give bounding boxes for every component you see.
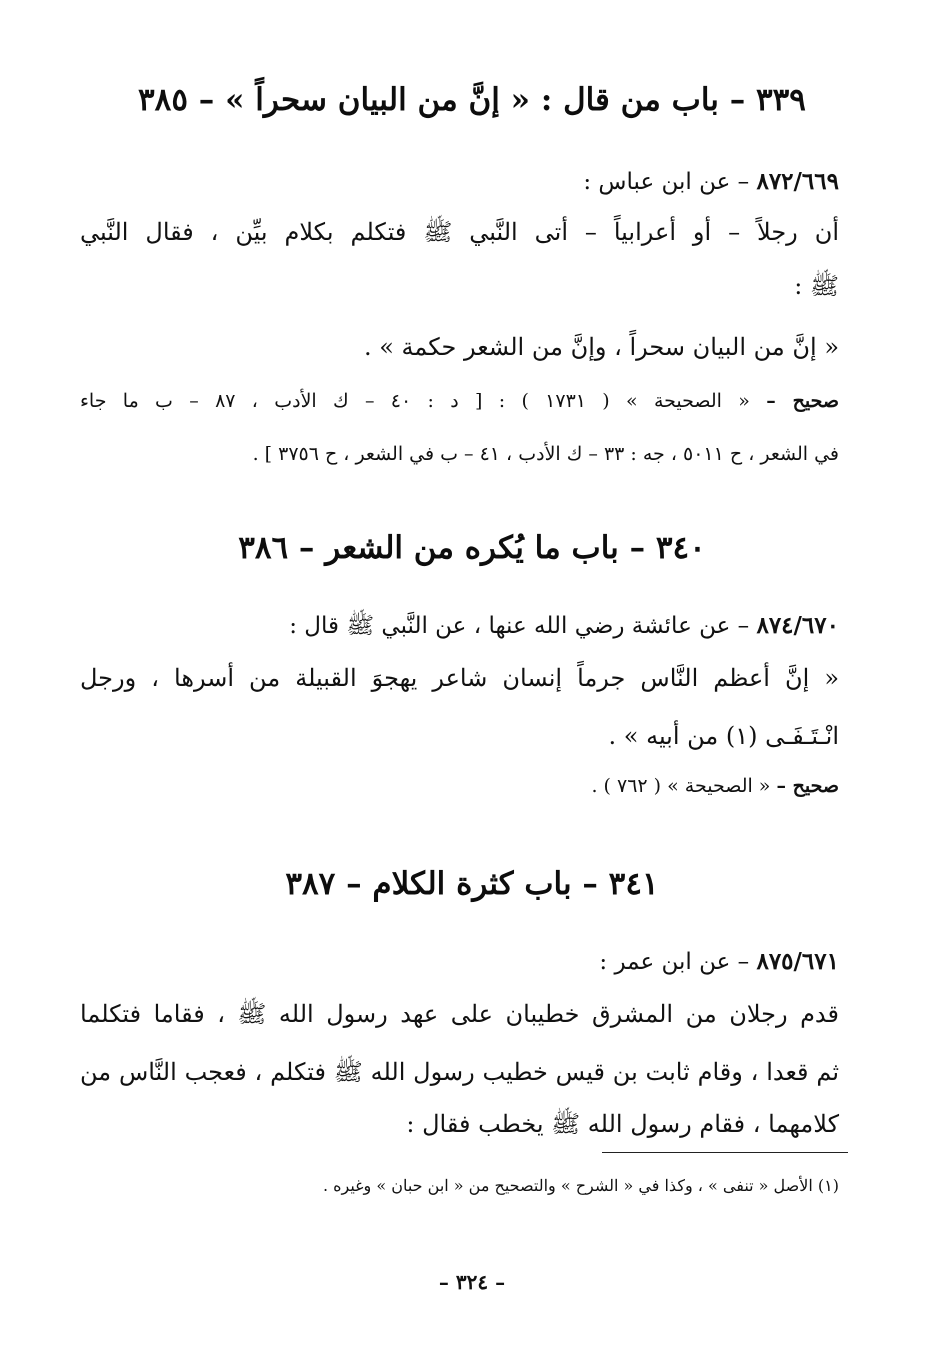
- hadith-text-line: أن رجلاً – أو أعرابياً – أتى النَّبي ﷺ فتكلم بكلام بيِّن ، فقال النَّبي: [80, 218, 839, 246]
- chapter-heading-339: ٣٣٩ – باب من قال : « إنَّ من البيان سحراً » – ٣٨٥: [138, 82, 806, 118]
- hadith-text-line: « إنَّ أعظم النَّاس جرماً إنسان شاعر يهجوَ القبيلة من أسرها ، ورجل: [80, 664, 839, 692]
- hadith-header-670: [80, 612, 839, 641]
- source-ref: « الصحيحة » ( ١٧٣١ ) : [ د : ٤٠ – ك الأدب ، ٨٧ – ب ما جاء: [80, 390, 750, 412]
- hadith-number: ٨٧٢/٦٦٩: [756, 168, 839, 195]
- footnote: (١) الأصل « تنفى » ، وكذا في « الشرح » والتصحيح من « ابن حبان » وغيره .: [322, 1176, 839, 1195]
- source-ref: « الصحيحة » ( ٧٦٢ ) .: [591, 775, 771, 797]
- hadith-text-line: ﷺ :: [794, 272, 839, 300]
- chapter-heading-340: ٣٤٠ – باب ما يُكره من الشعر – ٣٨٦: [238, 530, 706, 566]
- hadith-text-line: قدم رجلان من المشرق خطيبان على عهد رسول الله ﷺ ، فقاما فتكلما: [80, 1000, 839, 1028]
- hadith-number: ٨٧٤/٦٧٠: [756, 612, 839, 639]
- footnote-divider: [602, 1152, 848, 1153]
- chapter-heading-341: ٣٤١ – باب كثرة الكلام – ٣٨٧: [285, 866, 659, 902]
- grade-label: صحيح –: [776, 775, 839, 797]
- page-number: – ٣٢٤ –: [438, 1270, 506, 1294]
- hadith-source-line: [80, 775, 839, 798]
- hadith-header-669: [80, 168, 839, 197]
- hadith-intro: – عن عائشة رضي الله عنها ، عن النَّبي ﷺ قال :: [289, 613, 750, 639]
- hadith-source-line: في الشعر ، ح ٥٠١١ ، جه : ٣٣ – ك الأدب ، ٤١ – ب في الشعر ، ح ٣٧٥٦ ] .: [252, 443, 839, 465]
- hadith-intro: – عن ابن عباس :: [583, 169, 750, 195]
- hadith-text-line: ثم قعدا ، وقام ثابت بن قيس خطيب رسول الله ﷺ فتكلم ، فعجب النَّاس من: [80, 1058, 840, 1086]
- hadith-quote: « إنَّ من البيان سحراً ، وإنَّ من الشعر حكمة » .: [363, 333, 839, 361]
- hadith-text-line: كلامهما ، فقام رسول الله ﷺ يخطب فقال :: [406, 1110, 839, 1138]
- hadith-header-671: [80, 948, 839, 977]
- hadith-intro: – عن ابن عمر :: [599, 949, 750, 975]
- grade-label: صحيح –: [766, 390, 839, 412]
- hadith-text-line: انْـتَـفَـى (١) من أبيه » .: [608, 722, 839, 750]
- hadith-number: ٨٧٥/٦٧١: [756, 948, 839, 975]
- hadith-source-line: [80, 390, 839, 413]
